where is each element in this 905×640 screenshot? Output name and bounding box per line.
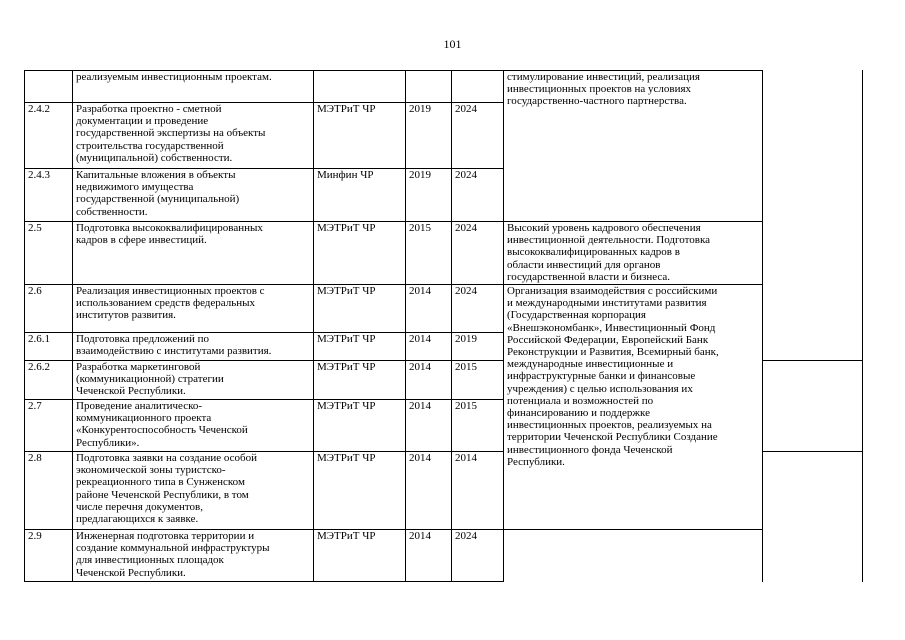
item-end-year: 2024 <box>455 222 477 234</box>
expected-result: стимулирование инвестиций, реализация инвестиционных проектов на условиях государственно-частного партнерства. <box>507 71 700 108</box>
item-executor: МЭТРиТ ЧР <box>317 400 376 412</box>
column-border <box>503 70 504 582</box>
item-end-year: 2015 <box>455 361 477 373</box>
item-executor: МЭТРиТ ЧР <box>317 452 376 464</box>
item-name: Подготовка высококвалифицированных кадров в сфере инвестиций. <box>76 222 263 247</box>
item-number: 2.4.2 <box>28 103 50 115</box>
item-number: 2.6.1 <box>28 333 50 345</box>
item-name: реализуемым инвестиционным проектам. <box>76 71 272 83</box>
item-number: 2.9 <box>28 530 42 542</box>
item-end-year: 2024 <box>455 530 477 542</box>
item-end-year: 2024 <box>455 103 477 115</box>
item-start-year: 2014 <box>409 285 431 297</box>
item-end-year: 2024 <box>455 285 477 297</box>
item-end-year: 2014 <box>455 452 477 464</box>
column-border <box>762 70 763 582</box>
row-border <box>762 451 863 452</box>
item-name: Проведение аналитическо- коммуникационного проекта «Конкурентоспособность Чеченской Республики». <box>76 400 248 449</box>
column-border <box>862 70 863 582</box>
item-end-year: 2019 <box>455 333 477 345</box>
item-number: 2.6 <box>28 285 42 297</box>
item-number: 2.4.3 <box>28 169 50 181</box>
item-name: Разработка проектно - сметной документации и проведение государственной экспертизы на объекты строительства государственной (муниципальной) собственности. <box>76 103 266 164</box>
item-name: Капитальные вложения в объекты недвижимого имущества государственной (муниципальной) собственности. <box>76 169 240 218</box>
item-executor: Минфин ЧР <box>317 169 374 181</box>
item-start-year: 2014 <box>409 400 431 412</box>
item-executor: МЭТРиТ ЧР <box>317 530 376 542</box>
column-border <box>72 70 73 582</box>
item-name: Подготовка заявки на создание особой экономической зоны туристско- рекреационного типа в Сунженском районе Чеченской Республики, в том числе перечня документов, предлагающихся к заявке. <box>76 452 258 526</box>
column-border <box>405 70 406 582</box>
page-number: 101 <box>443 37 462 51</box>
item-name: Подготовка предложений по взаимодействию с институтами развития. <box>76 333 272 358</box>
row-border <box>503 529 763 530</box>
column-border <box>451 70 452 582</box>
item-executor: МЭТРиТ ЧР <box>317 361 376 373</box>
expected-result: Организация взаимодействия с российскими и международными институтами развития (Государственная корпорация «Внешэкономбанк», Инвестиционный Фонд Российской Федерации, Европейский Банк Реконструкции и Развития, Всемирный банк, международные инвестиционные и инфраструктурные банки и финансовые учреждения) с целью использования их потенциала и возможностей по финансированию и поддержке инвестиционных проектов, реализуемых на территории Чеченской Республики Создание инвестиционного фонда Чеченской Республики. <box>507 285 719 468</box>
item-number: 2.5 <box>28 222 42 234</box>
item-start-year: 2014 <box>409 452 431 464</box>
item-start-year: 2019 <box>409 103 431 115</box>
item-executor: МЭТРиТ ЧР <box>317 285 376 297</box>
item-end-year: 2024 <box>455 169 477 181</box>
row-border <box>762 360 863 361</box>
item-start-year: 2014 <box>409 530 431 542</box>
item-start-year: 2019 <box>409 169 431 181</box>
item-executor: МЭТРиТ ЧР <box>317 333 376 345</box>
item-name: Инженерная подготовка территории и создание коммунальной инфраструктуры для инвестиционных площадок Чеченской Республики. <box>76 530 270 579</box>
item-start-year: 2014 <box>409 361 431 373</box>
column-border <box>313 70 314 582</box>
item-name: Разработка маркетинговой (коммуникационной) стратегии Чеченской Республики. <box>76 361 224 398</box>
item-number: 2.6.2 <box>28 361 50 373</box>
item-number: 2.7 <box>28 400 42 412</box>
expected-result: Высокий уровень кадрового обеспечения инвестиционной деятельности. Подготовка высококвалифицированных кадров в области инвестиций для органов государственной власти и бизнеса. <box>507 222 711 283</box>
item-end-year: 2015 <box>455 400 477 412</box>
item-executor: МЭТРиТ ЧР <box>317 222 376 234</box>
item-start-year: 2014 <box>409 333 431 345</box>
item-start-year: 2015 <box>409 222 431 234</box>
item-executor: МЭТРиТ ЧР <box>317 103 376 115</box>
row-border <box>24 581 504 582</box>
column-border <box>24 70 25 582</box>
item-number: 2.8 <box>28 452 42 464</box>
item-name: Реализация инвестиционных проектов с использованием средств федеральных институтов развития. <box>76 285 265 322</box>
